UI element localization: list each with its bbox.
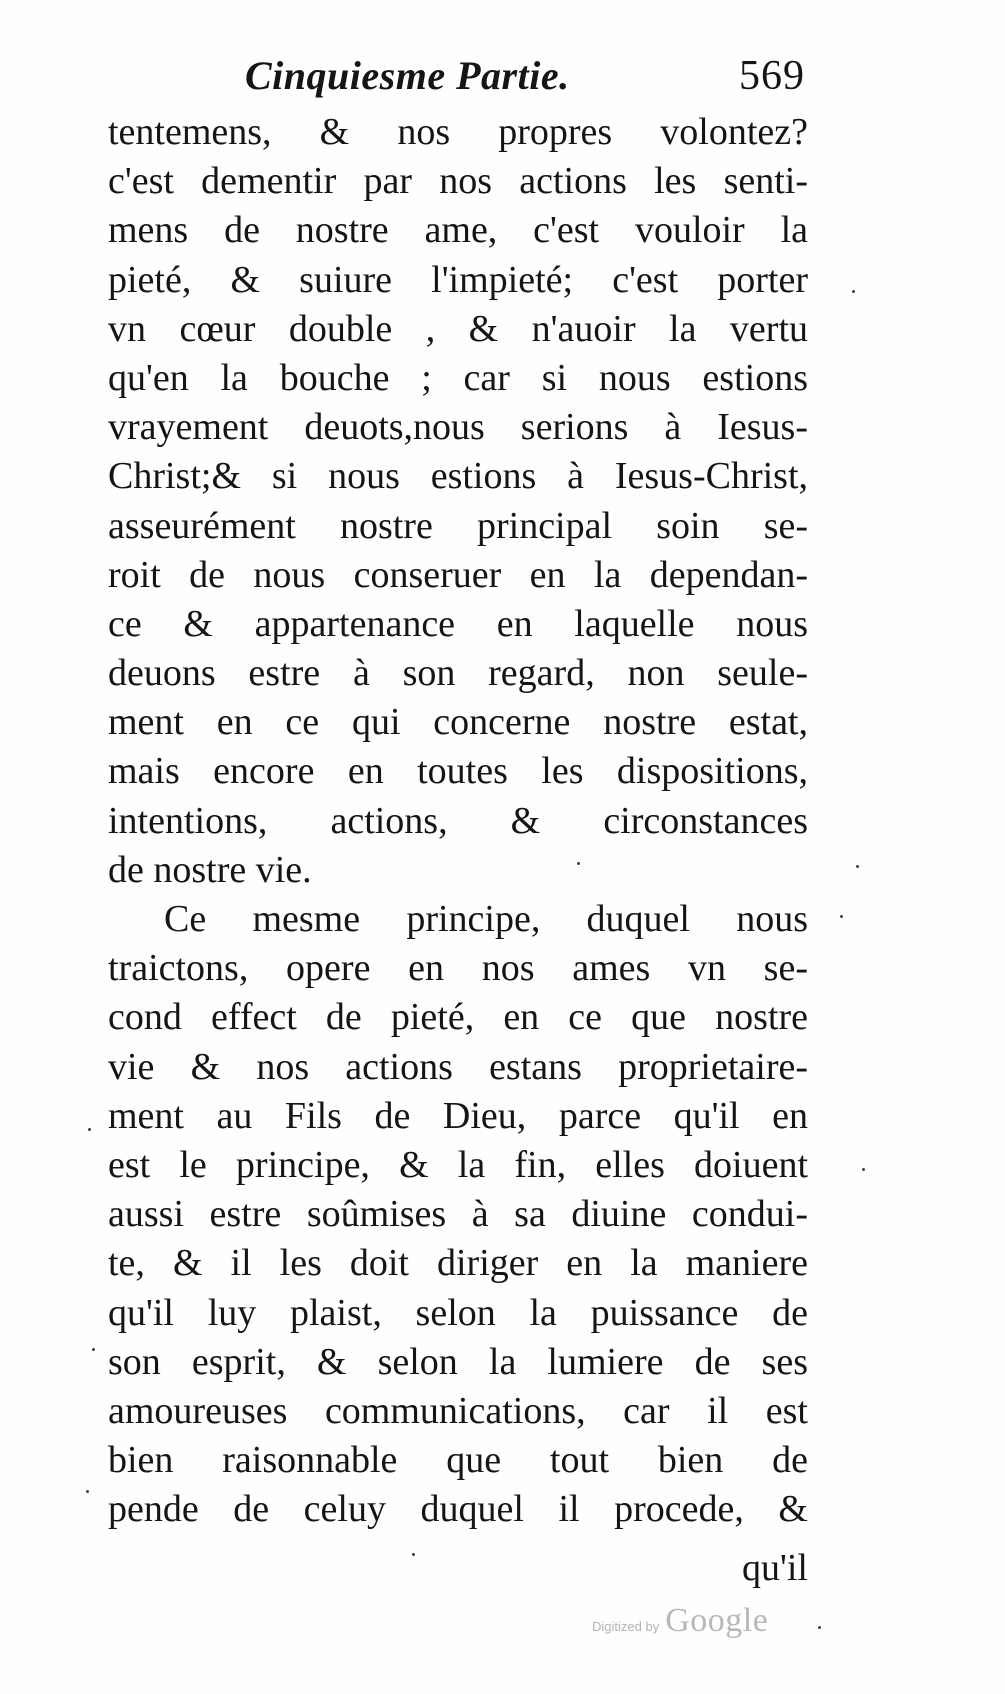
- text-line: ce & appartenance en laquelle nous: [108, 602, 808, 645]
- ink-speck: [577, 862, 580, 865]
- ink-speck: [88, 1128, 91, 1131]
- text-line: aussi estre soûmises à sa diuine condui-: [108, 1193, 808, 1236]
- text-line: bien raisonnable que tout bien de: [108, 1439, 808, 1482]
- text-line: est le principe, & la fin, elles doiuent: [108, 1143, 808, 1186]
- text-line: Christ;& si nous estions à Iesus-Christ,: [108, 455, 808, 498]
- ink-speck: [818, 1626, 821, 1629]
- running-head: [245, 52, 805, 112]
- text-line: pieté, & suiure l'impieté; c'est porter: [108, 258, 808, 301]
- text-line: de nostre vie.: [108, 848, 312, 891]
- text-line: roit de nous conseruer en la dependan-: [108, 553, 808, 596]
- text-line: son esprit, & selon la lumiere de ses: [108, 1340, 808, 1383]
- text-line: pende de celuy duquel il procede, &: [108, 1488, 808, 1531]
- text-line: ment en ce qui concerne nostre estat,: [108, 701, 808, 744]
- text-line: traictons, opere en nos ames vn se-: [108, 947, 808, 990]
- text-line: ment au Fils de Dieu, parce qu'il en: [108, 1094, 808, 1137]
- text-line: cond effect de pieté, en ce que nostre: [108, 996, 808, 1039]
- text-line: mens de nostre ame, c'est vouloir la: [108, 209, 808, 252]
- ink-speck: [852, 290, 855, 293]
- text-line: vn cœur double , & n'auoir la vertu: [108, 307, 808, 350]
- ink-speck: [856, 865, 859, 868]
- ink-speck: [840, 915, 843, 918]
- watermark-logo: Google: [665, 1602, 769, 1639]
- text-line: intentions, actions, & circonstances: [108, 799, 808, 842]
- catchword: qu'il: [742, 1547, 808, 1589]
- ink-speck: [86, 1490, 89, 1493]
- text-line: deuons estre à son regard, non seule-: [108, 652, 808, 695]
- text-line: Ce mesme principe, duquel nous: [164, 898, 808, 940]
- text-line: qu'il luy plaist, selon la puissance de: [108, 1291, 808, 1334]
- text-line: vrayement deuots,nous serions à Iesus-: [108, 406, 808, 449]
- text-line: qu'en la bouche ; car si nous estions: [108, 356, 808, 399]
- ink-speck: [412, 1553, 415, 1556]
- ink-speck: [862, 1168, 865, 1171]
- text-line: asseurément nostre principal soin se-: [108, 504, 808, 547]
- text-line: c'est dementir par nos actions les senti-: [108, 160, 808, 203]
- running-title: Cinquiesme Partie.: [245, 53, 570, 98]
- text-line: mais encore en toutes les dispositions,: [108, 750, 808, 793]
- text-line: amoureuses communications, car il est: [108, 1389, 808, 1432]
- text-line: vie & nos actions estans proprietaire-: [108, 1045, 808, 1088]
- page-number: 569: [739, 53, 805, 99]
- watermark-prefix: Digitized by: [592, 1619, 660, 1634]
- text-line: tentemens, & nos propres volontez?: [108, 111, 808, 153]
- ink-speck: [92, 1348, 95, 1351]
- text-line: te, & il les doit diriger en la maniere: [108, 1242, 808, 1285]
- digitization-watermark: [592, 1602, 768, 1642]
- body-text: [108, 108, 808, 1534]
